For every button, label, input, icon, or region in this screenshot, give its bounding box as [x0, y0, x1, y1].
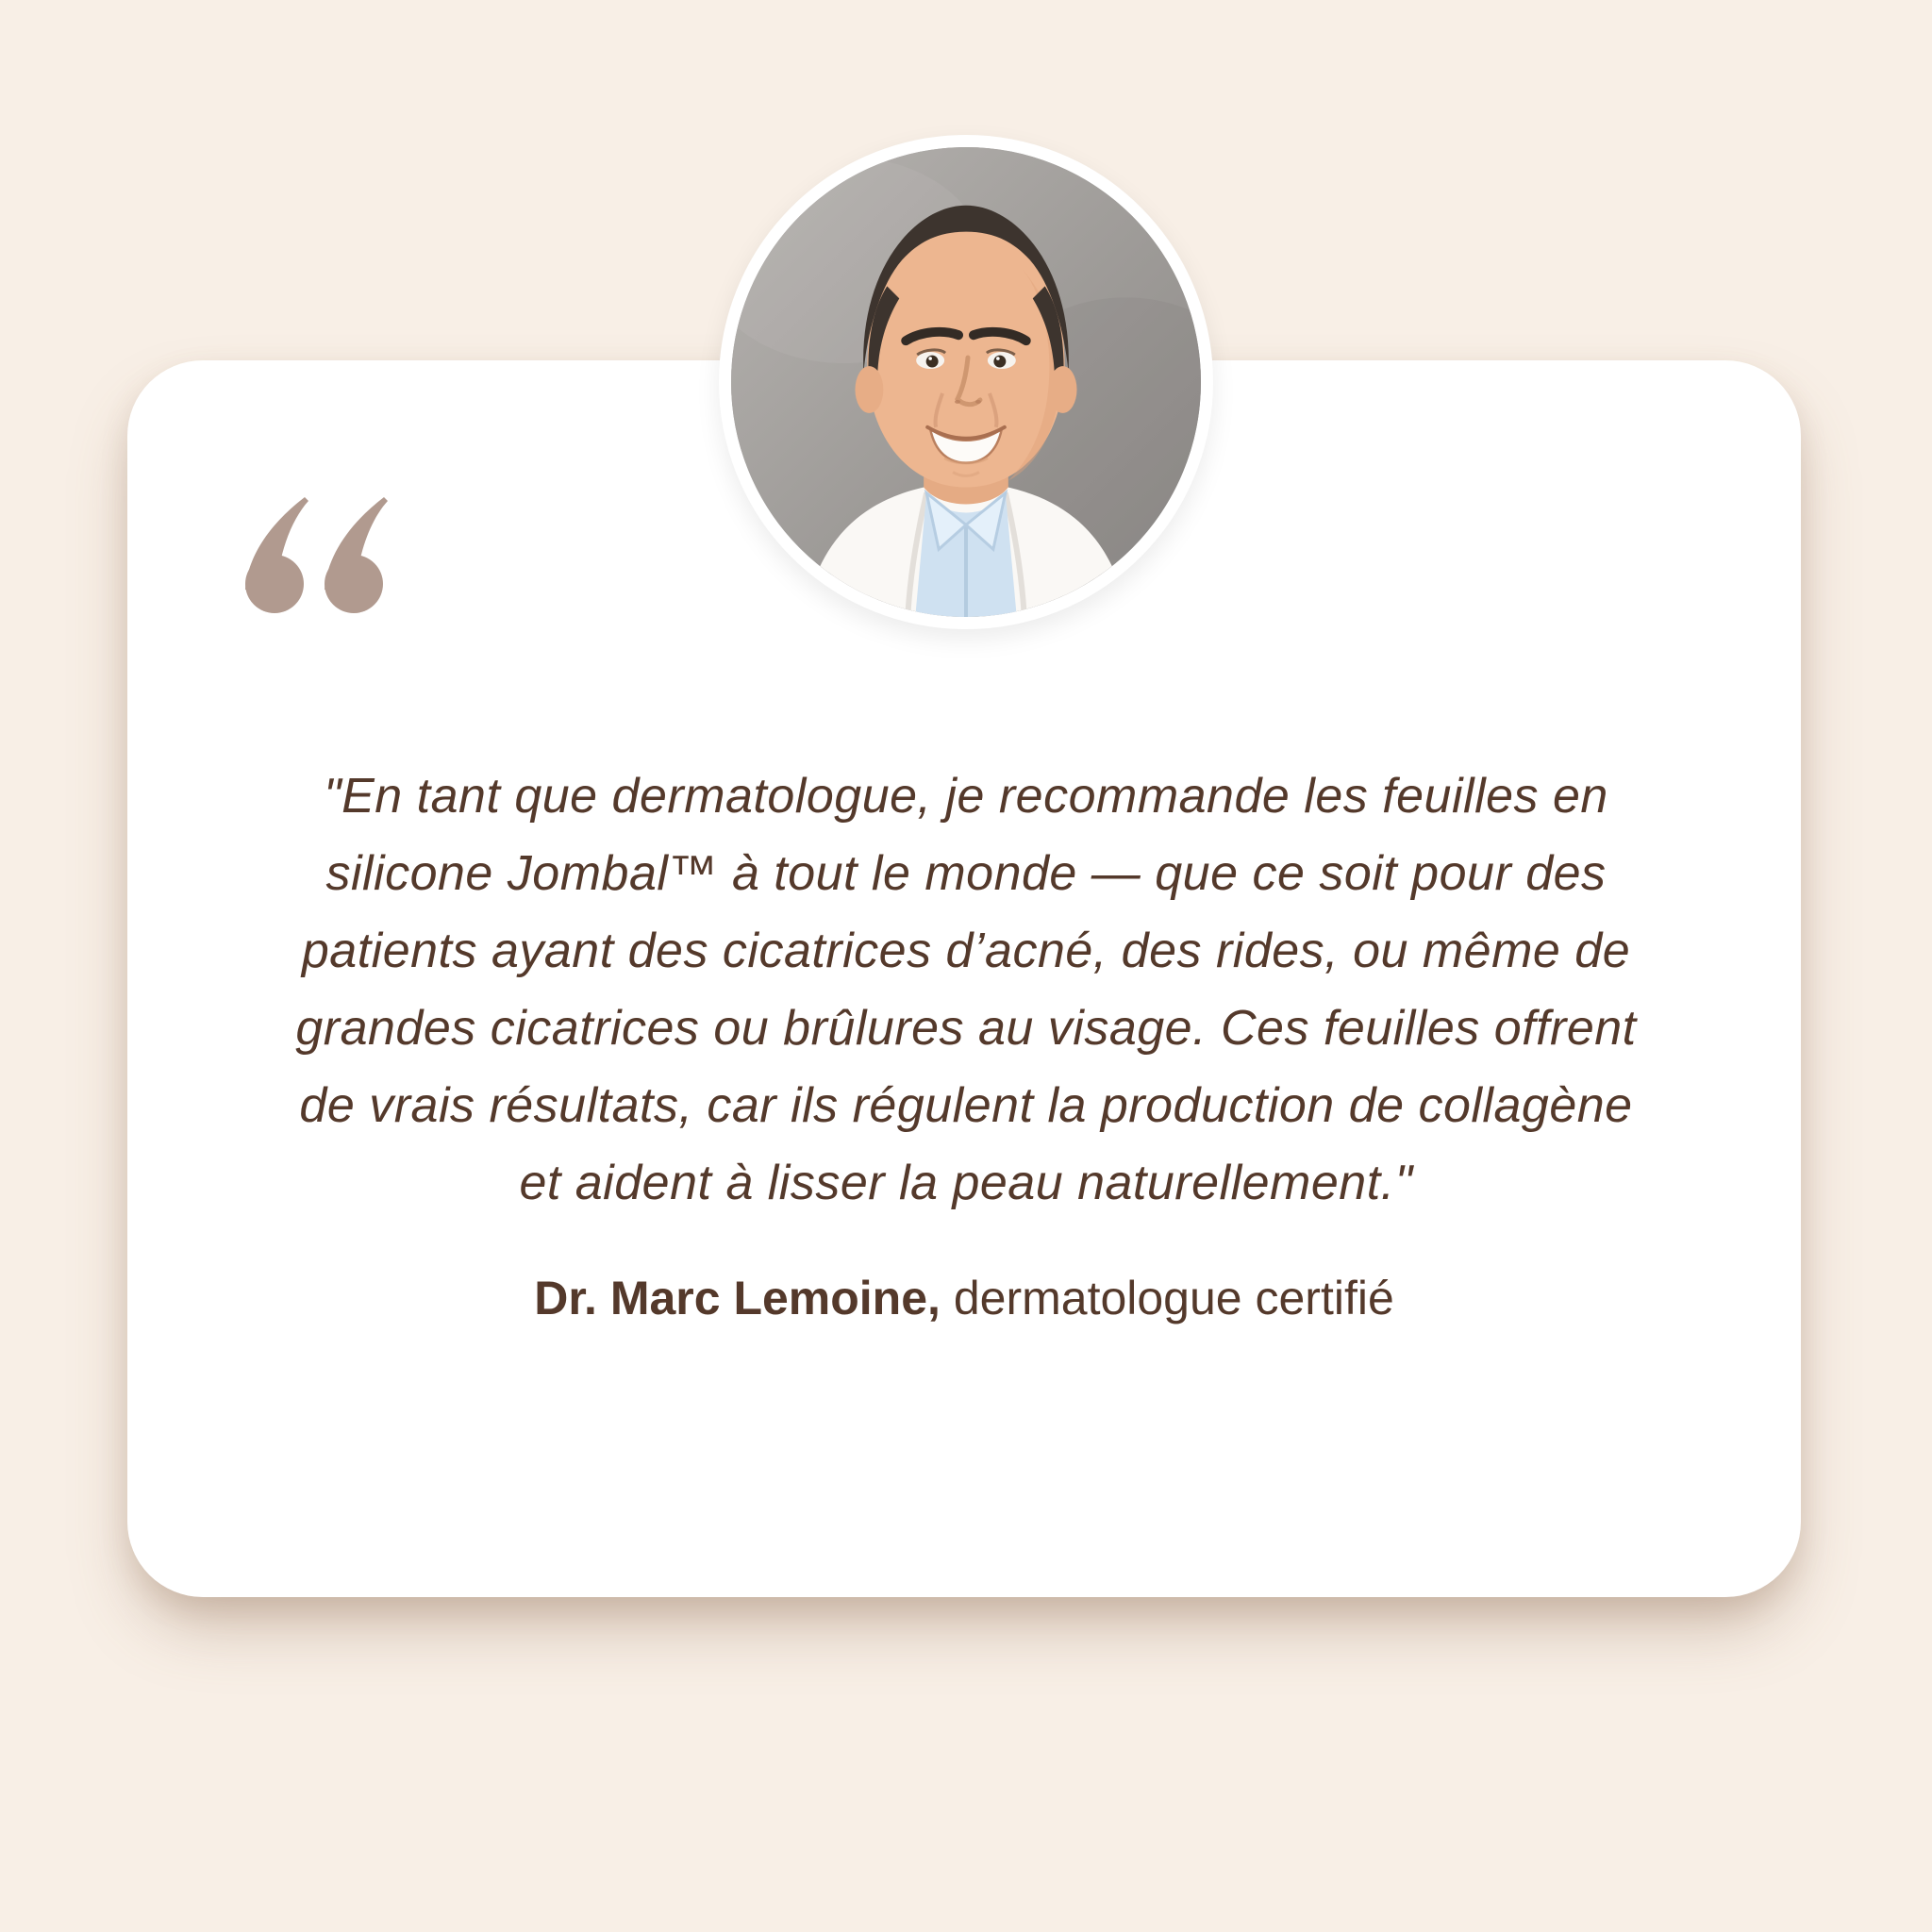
quote-line: patients ayant des cicatrices d’acné, des rides, ou même de	[301, 924, 1631, 978]
quote-line: grandes cicatrices ou brûlures au visage. Ces feuilles offrent	[295, 1001, 1637, 1056]
attribution-role: dermatologue certifié	[953, 1272, 1394, 1324]
quote-line: "En tant que dermatologue, je recommande les feuilles en	[324, 769, 1608, 824]
male-doctor-headshot-photo	[719, 135, 1213, 629]
attribution	[127, 1269, 1801, 1327]
attribution-name: Dr. Marc Lemoine,	[534, 1272, 941, 1324]
quote-line: et aident à lisser la peau naturellement."	[519, 1156, 1413, 1210]
testimonial-quote	[222, 758, 1710, 1222]
quote-line: de vrais résultats, car ils régulent la production de collagène	[299, 1078, 1633, 1133]
opening-double-quotes-icon	[239, 497, 391, 614]
quote-line: silicone Jombal™ à tout le monde — que ce soit pour des	[325, 846, 1607, 901]
